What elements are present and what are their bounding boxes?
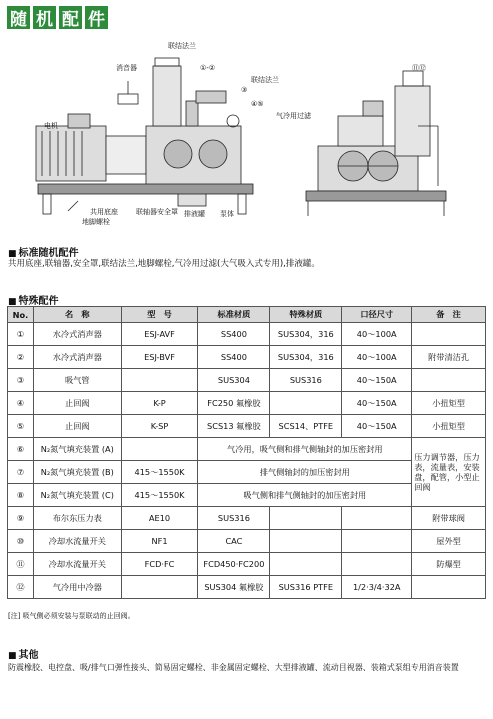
label-common-base: 共用底座 <box>90 208 118 216</box>
col-no: No. <box>8 307 34 323</box>
special-heading: ■ 特殊配件 <box>8 292 59 307</box>
label-muffler: 消音器 <box>116 64 137 72</box>
table-row: ⑨ 布尔东压力表 AE10 SUS316 附带球阀 <box>8 507 486 530</box>
label-3: ③ <box>241 86 248 94</box>
table-note: [注] 吸气侧必须安装与泵联动的止回阀。 <box>8 612 135 620</box>
standard-text: 共用底座,联轴器,安全罩,联结法兰,地脚螺栓,气冷用过滤(大气吸入式专用),排液罐。 <box>8 259 320 269</box>
col-note: 备 注 <box>412 307 486 323</box>
col-spec-material: 特殊材质 <box>270 307 342 323</box>
page-title <box>7 6 108 29</box>
col-std-material: 标准材质 <box>198 307 270 323</box>
col-model: 型 号 <box>121 307 198 323</box>
label-drain-tank: 排液罐 <box>184 210 205 218</box>
label-air-cooler: 气冷用过滤 <box>276 112 311 120</box>
table-row: ⑩ 冷却水流量开关 NF1 CAC 屋外型 <box>8 530 486 553</box>
col-size: 口径尺寸 <box>342 307 412 323</box>
label-coupling-flange-2: 联结法兰 <box>251 76 279 84</box>
label-coupling-guard: 联轴器安全罩 <box>136 208 178 216</box>
label-motor: 电机 <box>44 122 58 130</box>
table-row: ⑤ 止回阀 K-SP SCS13 氟橡胶 SCS14、PTFE 40～150A 小扭矩型 <box>8 415 486 438</box>
label-4-5: ④⑤ <box>251 100 264 108</box>
title-char: 随 <box>7 6 30 29</box>
title-char: 件 <box>85 6 108 29</box>
table-row: ① 水冷式消声器 ESJ-AVF SS400 SUS304，316 40～100A <box>8 323 486 346</box>
label-coupling-flange: 联结法兰 <box>168 42 196 50</box>
table-row: ⑧ N₂氮气填充装置 (C) 415～1550K 吸气侧和排气侧轴封的加压密封用 <box>8 484 486 507</box>
table-row: ④ 止回阀 K-P FC250 氟橡胶 40～150A 小扭矩型 <box>8 392 486 415</box>
table-row: ② 水冷式消声器 ESJ-BVF SS400 SUS304，316 40～100A 附带清洁孔 <box>8 346 486 369</box>
standard-heading: ■ 标准随机配件 <box>8 244 79 259</box>
col-name: 名 称 <box>33 307 121 323</box>
title-char: 机 <box>33 6 56 29</box>
pump-assembly-drawing <box>8 36 486 241</box>
table-header-row <box>8 307 486 323</box>
title-char: 配 <box>59 6 82 29</box>
table-row: ⑫ 气冷用中冷器 SUS304 氟橡胶 SUS316 PTFE 1/2·3/4·32A <box>8 576 486 599</box>
label-pump-body: 泵体 <box>220 210 234 218</box>
special-accessories-table <box>7 306 486 599</box>
label-anchor-bolt: 地脚螺栓 <box>82 218 110 226</box>
table-row: ⑥ N₂氮气填充装置 (A) 气冷用，吸气侧和排气侧轴封的加压密封用 压力调节器，压力表，流量表，安装盘，配管，小型止回阀 <box>8 438 486 461</box>
table-row: ③ 吸气管 SUS304 SUS316 40～150A <box>8 369 486 392</box>
table-row: ⑪ 冷却水流量开关 FCD·FC FCD450·FC200 防爆型 <box>8 553 486 576</box>
label-1-2: ①-② <box>200 64 216 72</box>
table-row: ⑦ N₂氮气填充装置 (B) 415～1550K 排气侧轴封的加压密封用 <box>8 461 486 484</box>
other-text: 防震橡胶、电控盘、吸/排气口弹性接头、简易固定螺栓、非金属固定螺栓、大型排液罐、流动目视器、装箱式泵组专用消音装置 <box>8 663 459 672</box>
other-heading: ■ 其他 <box>8 646 39 661</box>
label-11-12: ⑪⑫ <box>412 64 426 72</box>
